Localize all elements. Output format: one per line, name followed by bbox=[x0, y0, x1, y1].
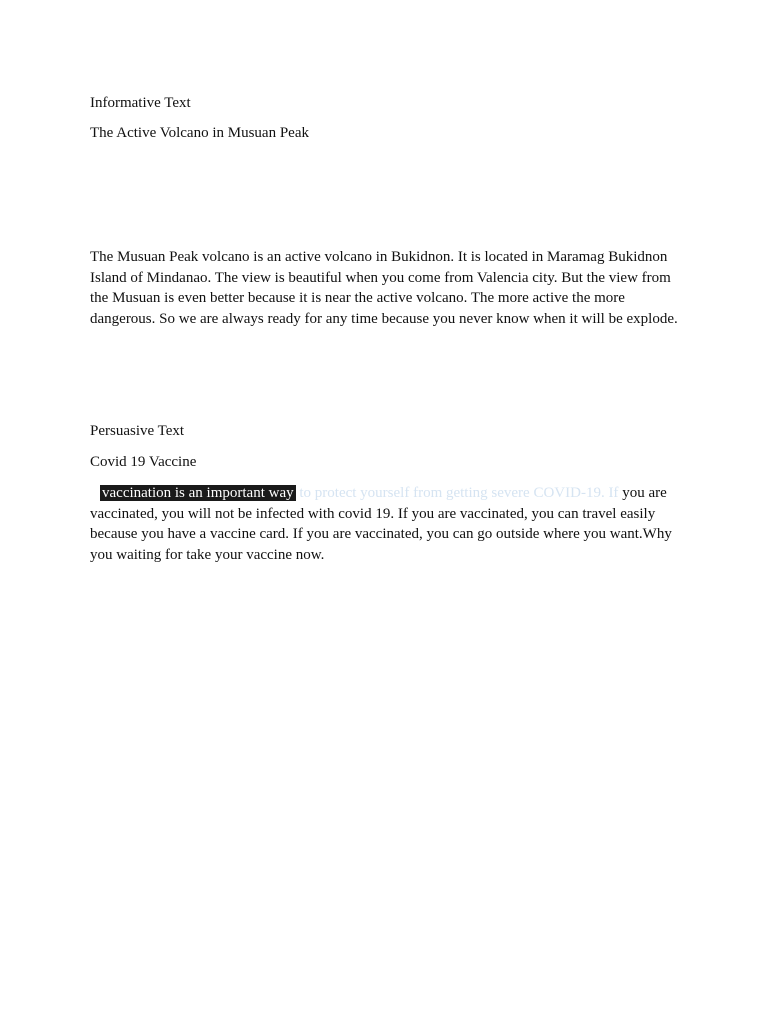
informative-title: The Active Volcano in Musuan Peak bbox=[90, 125, 309, 141]
persuasive-body-text: you are vaccinated, you will not be infected with covid 19. If you are vaccinated, you can travel easily because you have a vaccine card. If you are vaccinated, you can go outside where you want.Why you waiting for take your vaccine now. bbox=[90, 485, 672, 563]
informative-paragraph: The Musuan Peak volcano is an active volcano in Bukidnon. It is located in Maramag Bukidnon Island of Mindanao. The view is beautiful when you come from Valencia city. But the view from the Musuan is even better because it is near the active volcano. The more active the more dangerous. So we are always ready for any time because you never know when it will be explode. bbox=[90, 249, 678, 327]
selected-text-highlight: vaccination is an important way bbox=[102, 485, 294, 501]
persuasive-heading: Persuasive Text bbox=[90, 423, 185, 439]
persuasive-title: Covid 19 Vaccine bbox=[90, 454, 197, 470]
informative-heading: Informative Text bbox=[90, 95, 191, 111]
persuasive-paragraph bbox=[90, 483, 680, 565]
faint-text: to protect yourself from getting severe COVID-19. If bbox=[295, 485, 619, 501]
